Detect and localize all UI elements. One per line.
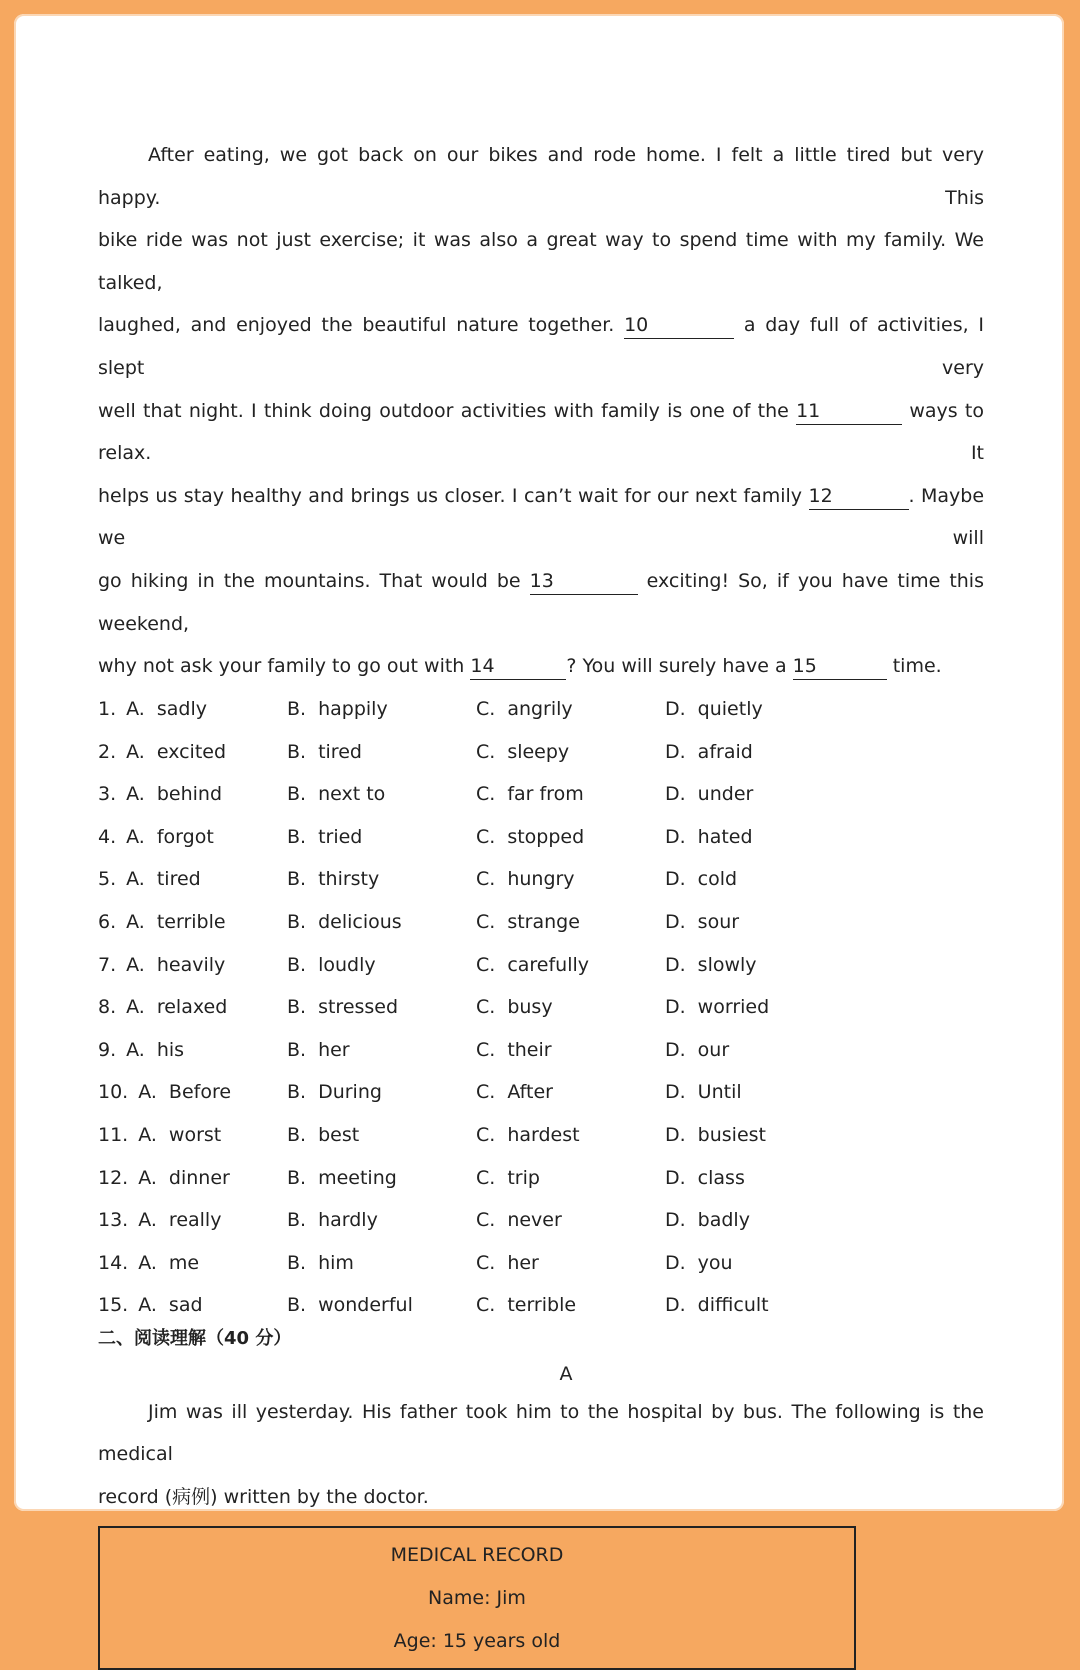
option-letter: C.: [476, 1166, 496, 1189]
option-b: [287, 698, 476, 720]
option-a: [98, 1124, 287, 1146]
question-number: 2.: [98, 740, 117, 763]
option-letter: C.: [476, 1251, 496, 1274]
option-letter: D.: [665, 996, 686, 1019]
option-text: you: [697, 1251, 733, 1274]
question-row: [98, 688, 984, 731]
question-row: [98, 1028, 984, 1071]
option-text: busy: [507, 996, 553, 1019]
option-letter: A.: [138, 1251, 157, 1274]
option-letter: B.: [287, 740, 307, 763]
page-content: [98, 134, 984, 1670]
question-number: 15.: [98, 1294, 129, 1317]
option-letter: A.: [126, 953, 145, 976]
option-c: [476, 1209, 665, 1231]
option-text: her: [318, 1038, 350, 1061]
option-d: [665, 1167, 854, 1189]
question-number: 11.: [98, 1123, 129, 1146]
option-a: [98, 911, 287, 933]
passage-line: bike ride was not just exercise; it was also a great way to spend time with my family. We talked,: [98, 229, 984, 294]
question-row: [98, 816, 984, 859]
option-text: hardly: [318, 1209, 378, 1232]
option-d: [665, 1124, 854, 1146]
option-letter: C.: [476, 868, 496, 891]
option-letter: D.: [665, 1166, 686, 1189]
option-text: hardest: [507, 1123, 580, 1146]
option-letter: B.: [287, 1209, 307, 1232]
option-d: [665, 911, 854, 933]
option-text: wonderful: [318, 1294, 413, 1317]
option-text: strange: [507, 910, 580, 933]
option-text: our: [697, 1038, 730, 1061]
option-c: [476, 783, 665, 805]
option-text: best: [318, 1123, 360, 1146]
section-title: 二、阅读理解（40 分）: [98, 1327, 292, 1349]
option-b: [287, 911, 476, 933]
option-text: During: [318, 1081, 382, 1104]
blank-15: 15: [793, 653, 887, 680]
option-text: their: [507, 1038, 552, 1061]
question-options: [98, 688, 984, 1327]
question-number: 5.: [98, 868, 117, 891]
option-letter: A.: [126, 698, 145, 721]
option-letter: C.: [476, 1081, 496, 1104]
option-text: excited: [156, 740, 227, 763]
passage-text: why not ask your family to go out with: [98, 655, 465, 678]
option-b: [287, 1167, 476, 1189]
option-d: [665, 1294, 854, 1316]
question-row: [98, 1241, 984, 1284]
question-row: [98, 1199, 984, 1242]
option-text: After: [507, 1081, 553, 1104]
question-number: 8.: [98, 996, 117, 1019]
option-text: under: [697, 783, 754, 806]
option-text: Until: [697, 1081, 742, 1104]
option-letter: B.: [287, 825, 307, 848]
question-number: 9.: [98, 1038, 117, 1061]
question-number: 13.: [98, 1209, 129, 1232]
passage-text: go hiking in the mountains. That would be: [98, 569, 521, 592]
question-row: [98, 773, 984, 816]
option-c: [476, 826, 665, 848]
option-text: really: [168, 1209, 222, 1232]
question-row: [98, 1071, 984, 1114]
option-letter: B.: [287, 698, 307, 721]
option-letter: C.: [476, 1294, 496, 1317]
option-text: tired: [156, 868, 201, 891]
option-letter: B.: [287, 1081, 307, 1104]
option-letter: B.: [287, 1038, 307, 1061]
option-a: [98, 783, 287, 805]
question-row: [98, 1156, 984, 1199]
option-letter: D.: [665, 825, 686, 848]
option-letter: A.: [126, 1038, 145, 1061]
question-number: 3.: [98, 783, 117, 806]
option-text: him: [318, 1251, 354, 1274]
option-text: terrible: [507, 1294, 577, 1317]
option-letter: C.: [476, 698, 496, 721]
passage-line: [98, 560, 984, 645]
option-text: far from: [507, 783, 584, 806]
option-text: meeting: [318, 1166, 397, 1189]
record-name: Name: Jim: [428, 1587, 526, 1609]
option-text: Before: [168, 1081, 232, 1104]
option-letter: A.: [126, 996, 145, 1019]
option-a: [98, 741, 287, 763]
option-letter: B.: [287, 1251, 307, 1274]
option-letter: D.: [665, 910, 686, 933]
option-letter: B.: [287, 1166, 307, 1189]
option-c: [476, 868, 665, 890]
passage-line: [98, 645, 984, 688]
option-text: heavily: [156, 953, 226, 976]
option-a: [98, 698, 287, 720]
passage-text: laughed, and enjoyed the beautiful nature together.: [98, 314, 615, 337]
option-a: [98, 826, 287, 848]
question-row: [98, 943, 984, 986]
question-number: 6.: [98, 910, 117, 933]
passage-line: [98, 304, 984, 389]
option-text: tried: [318, 825, 363, 848]
option-text: sadly: [156, 698, 207, 721]
part-label: A: [559, 1362, 573, 1385]
option-d: [665, 954, 854, 976]
option-letter: A.: [138, 1081, 157, 1104]
option-letter: D.: [665, 1294, 686, 1317]
blank-14: 14: [470, 653, 566, 680]
option-b: [287, 1209, 476, 1231]
option-letter: C.: [476, 783, 496, 806]
question-number: 7.: [98, 953, 117, 976]
intro-line: record (病例) written by the doctor.: [98, 1485, 429, 1508]
option-letter: C.: [476, 1209, 496, 1232]
option-text: loudly: [318, 953, 376, 976]
option-text: sour: [697, 910, 740, 933]
option-d: [665, 826, 854, 848]
passage-text: a day full of activities, I slept very: [98, 314, 984, 379]
option-a: [98, 1252, 287, 1274]
option-letter: C.: [476, 825, 496, 848]
question-row: [98, 730, 984, 773]
option-text: hated: [697, 825, 753, 848]
option-text: sad: [168, 1294, 203, 1317]
option-text: happily: [318, 698, 388, 721]
option-text: angrily: [507, 698, 573, 721]
option-b: [287, 783, 476, 805]
blank-12: 12: [809, 483, 909, 510]
option-b: [287, 1252, 476, 1274]
option-a: [98, 954, 287, 976]
option-c: [476, 1167, 665, 1189]
option-text: stopped: [507, 825, 585, 848]
option-a: [98, 1167, 287, 1189]
option-b: [287, 868, 476, 890]
option-text: delicious: [318, 910, 402, 933]
option-text: afraid: [697, 740, 753, 763]
passage-line: [98, 475, 984, 560]
option-letter: A.: [126, 783, 145, 806]
option-letter: B.: [287, 783, 307, 806]
option-c: [476, 1252, 665, 1274]
option-letter: D.: [665, 1081, 686, 1104]
passage-text: exciting! So, if you have time this weekend,: [98, 569, 984, 635]
question-row: [98, 901, 984, 944]
blank-11: 11: [796, 398, 902, 425]
option-letter: D.: [665, 1123, 686, 1146]
option-d: [665, 1081, 854, 1103]
option-text: sleepy: [507, 740, 570, 763]
record-age: Age: 15 years old: [393, 1629, 561, 1652]
option-b: [287, 1081, 476, 1103]
option-text: worried: [697, 996, 770, 1019]
option-c: [476, 1039, 665, 1061]
option-letter: C.: [476, 996, 496, 1019]
question-number: 12.: [98, 1166, 129, 1189]
option-b: [287, 826, 476, 848]
option-text: carefully: [507, 953, 590, 976]
option-a: [98, 996, 287, 1018]
question-number: 4.: [98, 825, 117, 848]
option-letter: D.: [665, 698, 686, 721]
option-text: relaxed: [156, 996, 228, 1019]
option-a: [98, 1209, 287, 1231]
option-letter: B.: [287, 910, 307, 933]
option-letter: D.: [665, 740, 686, 763]
option-b: [287, 741, 476, 763]
option-b: [287, 1039, 476, 1061]
option-a: [98, 1039, 287, 1061]
option-text: dinner: [168, 1166, 230, 1189]
option-c: [476, 954, 665, 976]
passage-line: [98, 390, 984, 475]
medical-record-box: [98, 1526, 856, 1670]
option-letter: C.: [476, 740, 496, 763]
option-text: class: [697, 1166, 745, 1189]
question-number: 1.: [98, 698, 117, 721]
option-letter: A.: [126, 825, 145, 848]
option-text: worst: [168, 1123, 222, 1146]
option-b: [287, 954, 476, 976]
option-text: me: [168, 1251, 200, 1274]
passage-line: After eating, we got back on our bikes and rode home. I felt a little tired but very happy. This: [98, 144, 984, 209]
exam-page: [14, 14, 1064, 1652]
option-c: [476, 741, 665, 763]
option-letter: D.: [665, 1038, 686, 1061]
option-letter: A.: [138, 1123, 157, 1146]
option-d: [665, 1209, 854, 1231]
reading-intro: [98, 1391, 984, 1519]
option-text: her: [507, 1251, 539, 1274]
option-letter: A.: [126, 910, 145, 933]
passage-text: . Maybe we will: [98, 484, 985, 550]
option-text: trip: [507, 1166, 540, 1189]
option-text: thirsty: [318, 868, 380, 891]
option-text: badly: [697, 1209, 750, 1232]
option-d: [665, 783, 854, 805]
option-text: quietly: [697, 698, 763, 721]
option-letter: C.: [476, 910, 496, 933]
option-letter: A.: [138, 1209, 157, 1232]
option-letter: D.: [665, 783, 686, 806]
option-letter: A.: [138, 1294, 157, 1317]
option-text: busiest: [697, 1123, 766, 1146]
option-text: never: [507, 1209, 562, 1232]
option-c: [476, 1294, 665, 1316]
option-letter: B.: [287, 1294, 307, 1317]
blank-10: 10: [624, 312, 734, 339]
option-c: [476, 996, 665, 1018]
question-row: [98, 858, 984, 901]
option-letter: C.: [476, 1123, 496, 1146]
option-letter: D.: [665, 868, 686, 891]
passage-text: time.: [892, 655, 942, 678]
record-title: MEDICAL RECORD: [390, 1544, 564, 1567]
question-row: [98, 986, 984, 1029]
option-letter: B.: [287, 868, 307, 891]
option-c: [476, 1081, 665, 1103]
option-text: slowly: [697, 953, 757, 976]
option-c: [476, 911, 665, 933]
blank-13: 13: [530, 568, 638, 595]
option-d: [665, 698, 854, 720]
option-text: tired: [318, 740, 362, 763]
option-letter: D.: [665, 1251, 686, 1274]
option-d: [665, 1252, 854, 1274]
intro-line: Jim was ill yesterday. His father took him to the hospital by bus. The following is the medical: [98, 1400, 984, 1466]
option-text: stressed: [318, 996, 399, 1019]
option-d: [665, 1039, 854, 1061]
passage-text: well that night. I think doing outdoor activities with family is one of the: [98, 399, 789, 422]
option-text: forgot: [156, 825, 214, 848]
option-text: his: [156, 1038, 185, 1061]
option-b: [287, 1294, 476, 1316]
option-letter: B.: [287, 996, 307, 1019]
option-text: difficult: [697, 1294, 769, 1317]
option-letter: A.: [138, 1166, 157, 1189]
option-d: [665, 996, 854, 1018]
question-row: [98, 1114, 984, 1157]
option-text: cold: [697, 868, 738, 891]
option-text: next to: [318, 783, 386, 806]
option-letter: C.: [476, 953, 496, 976]
option-text: hungry: [507, 868, 575, 891]
option-c: [476, 698, 665, 720]
option-letter: B.: [287, 1123, 307, 1146]
option-letter: A.: [126, 740, 145, 763]
option-a: [98, 868, 287, 890]
option-letter: A.: [126, 868, 145, 891]
question-number: 14.: [98, 1251, 129, 1274]
passage-text: helps us stay healthy and brings us closer. I can’t wait for our next family: [98, 484, 803, 507]
option-d: [665, 868, 854, 890]
cloze-passage: [98, 134, 984, 688]
option-d: [665, 741, 854, 763]
option-a: [98, 1294, 287, 1316]
option-text: behind: [156, 783, 223, 806]
option-b: [287, 996, 476, 1018]
option-letter: D.: [665, 1209, 686, 1232]
passage-text: ways to relax. It: [98, 399, 984, 465]
option-b: [287, 1124, 476, 1146]
option-a: [98, 1081, 287, 1103]
option-letter: C.: [476, 1038, 496, 1061]
option-letter: D.: [665, 953, 686, 976]
option-text: terrible: [156, 910, 226, 933]
passage-text: ? You will surely have a: [566, 655, 787, 678]
option-letter: B.: [287, 953, 307, 976]
option-c: [476, 1124, 665, 1146]
question-number: 10.: [98, 1081, 129, 1104]
